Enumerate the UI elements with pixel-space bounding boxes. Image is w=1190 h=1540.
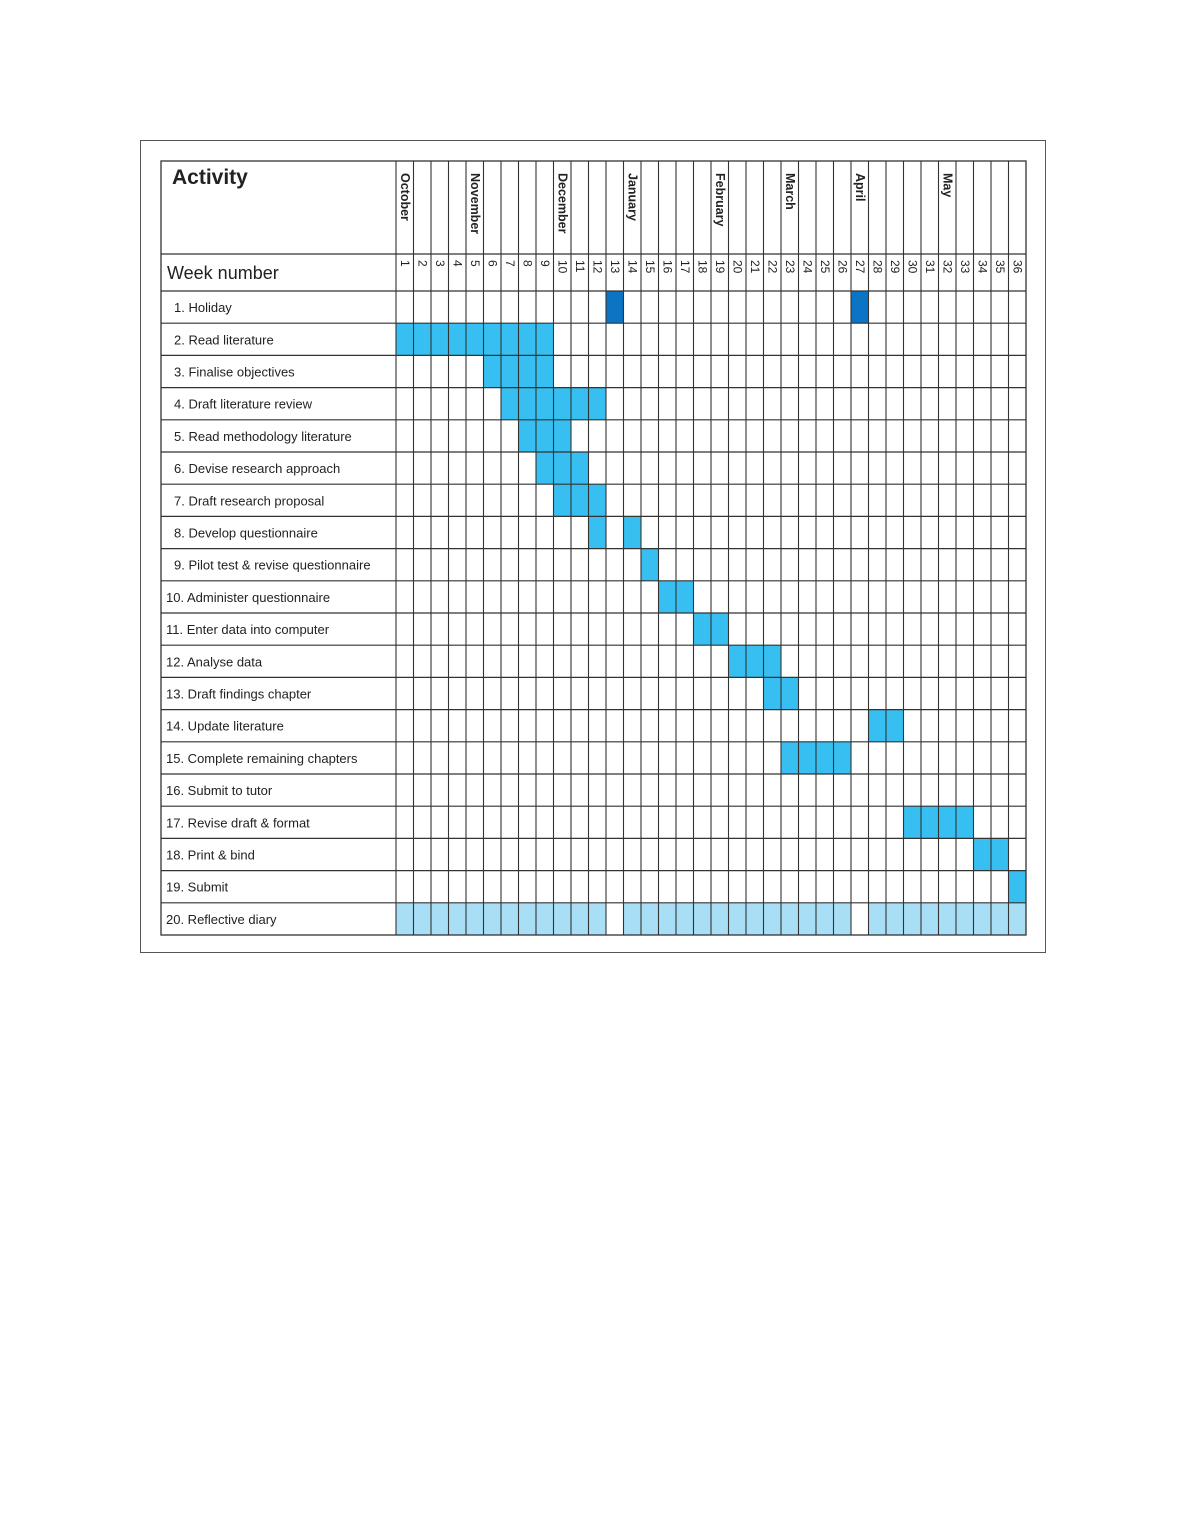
- activity-label: 13. Draft findings chapter: [166, 686, 312, 702]
- activity-cell: [834, 903, 852, 935]
- week-number: 36: [1010, 260, 1025, 274]
- activity-cell: [519, 388, 537, 420]
- activity-label: 15. Complete remaining chapters: [166, 750, 358, 766]
- activity-cell: [554, 420, 572, 452]
- activity-cell: [939, 806, 957, 838]
- activity-cell: [694, 903, 712, 935]
- activity-cell: [466, 903, 484, 935]
- week-number: 26: [835, 260, 850, 274]
- activity-cell: [554, 388, 572, 420]
- week-number: 14: [625, 260, 640, 274]
- activity-label: 18. Print & bind: [166, 847, 255, 863]
- activity-cell: [974, 903, 992, 935]
- week-number: 24: [800, 260, 815, 274]
- week-number: 31: [922, 260, 937, 274]
- week-number: 1: [397, 260, 412, 267]
- activity-cell: [589, 484, 607, 516]
- month-label: October: [397, 173, 412, 221]
- week-number: 3: [432, 260, 447, 267]
- activity-cell: [921, 806, 939, 838]
- activity-cell: [676, 903, 694, 935]
- week-number: 8: [520, 260, 535, 267]
- activity-cell: [589, 903, 607, 935]
- activity-cell: [571, 388, 589, 420]
- activity-header: Activity: [172, 166, 248, 189]
- activity-cell: [711, 613, 729, 645]
- activity-cell: [536, 323, 554, 355]
- activity-cell: [956, 903, 974, 935]
- week-number: 16: [660, 260, 675, 274]
- activity-cell: [501, 388, 519, 420]
- activity-cell: [799, 903, 817, 935]
- activity-cell: [729, 903, 747, 935]
- gantt-chart: [141, 141, 1045, 952]
- activity-cell: [536, 903, 554, 935]
- week-number: 28: [870, 260, 885, 274]
- activity-cell: [571, 484, 589, 516]
- activity-cell: [536, 355, 554, 387]
- week-number: 25: [817, 260, 832, 274]
- activity-label: 5. Read methodology literature: [174, 428, 352, 444]
- week-number: 10: [555, 260, 570, 274]
- activity-cell: [554, 903, 572, 935]
- activity-cell: [764, 903, 782, 935]
- week-number: 21: [747, 260, 762, 274]
- activity-cell: [606, 291, 624, 323]
- activity-cell: [536, 452, 554, 484]
- activity-cell: [519, 420, 537, 452]
- activity-cell: [624, 903, 642, 935]
- week-number: 33: [957, 260, 972, 274]
- activity-label: 19. Submit: [166, 879, 229, 895]
- week-number: 34: [975, 260, 990, 274]
- week-number: 22: [765, 260, 780, 274]
- activity-cell: [449, 323, 467, 355]
- week-number: 20: [730, 260, 745, 274]
- week-number-label: Week number: [167, 263, 279, 283]
- activity-cell: [641, 549, 659, 581]
- activity-cell: [571, 903, 589, 935]
- activity-cell: [781, 742, 799, 774]
- activity-label: 7. Draft research proposal: [174, 493, 325, 509]
- activity-cell: [659, 581, 677, 613]
- activity-cell: [624, 516, 642, 548]
- activity-cell: [659, 903, 677, 935]
- week-number: 2: [415, 260, 430, 267]
- activity-cell: [746, 645, 764, 677]
- activity-label: 11. Enter data into computer: [166, 622, 330, 638]
- activity-label: 1. Holiday: [174, 300, 232, 316]
- activity-cell: [536, 388, 554, 420]
- activity-cell: [781, 677, 799, 709]
- activity-label: 9. Pilot test & revise questionnaire: [174, 557, 371, 573]
- activity-cell: [991, 838, 1009, 870]
- month-label: March: [782, 173, 797, 210]
- month-label: February: [712, 173, 727, 227]
- activity-cell: [816, 903, 834, 935]
- month-label: November: [467, 173, 482, 235]
- month-label: April: [852, 173, 867, 202]
- activity-cell: [449, 903, 467, 935]
- activity-label: 10. Administer questionnaire: [166, 589, 331, 605]
- activity-cell: [519, 903, 537, 935]
- activity-cell: [974, 838, 992, 870]
- activity-label: 2. Read literature: [174, 332, 274, 348]
- activity-cell: [694, 613, 712, 645]
- week-number: 35: [992, 260, 1007, 274]
- activity-cell: [519, 355, 537, 387]
- activity-cell: [764, 645, 782, 677]
- activity-cell: [886, 710, 904, 742]
- activity-cell: [396, 903, 414, 935]
- week-number: 27: [852, 260, 867, 274]
- activity-cell: [869, 710, 887, 742]
- week-number: 4: [450, 260, 465, 267]
- activity-label: 8. Develop questionnaire: [174, 525, 318, 541]
- activity-cell: [589, 388, 607, 420]
- activity-cell: [729, 645, 747, 677]
- activity-cell: [519, 323, 537, 355]
- activity-cell: [851, 291, 869, 323]
- activity-cell: [554, 452, 572, 484]
- activity-cell: [886, 903, 904, 935]
- week-number: 17: [677, 260, 692, 274]
- activity-cell: [554, 484, 572, 516]
- week-number: 12: [590, 260, 605, 274]
- activity-cell: [991, 903, 1009, 935]
- activity-cell: [799, 742, 817, 774]
- activity-cell: [484, 903, 502, 935]
- activity-cell: [501, 323, 519, 355]
- activity-label: 17. Revise draft & format: [166, 815, 310, 831]
- week-number: 30: [905, 260, 920, 274]
- activity-cell: [431, 323, 449, 355]
- activity-label: 3. Finalise objectives: [174, 364, 295, 380]
- activity-cell: [414, 323, 432, 355]
- month-label: December: [555, 173, 570, 234]
- activity-label: 14. Update literature: [166, 718, 284, 734]
- activity-cell: [904, 806, 922, 838]
- activity-cell: [816, 742, 834, 774]
- activity-label: 6. Devise research approach: [174, 461, 341, 477]
- activity-cell: [414, 903, 432, 935]
- activity-cell: [869, 903, 887, 935]
- activity-label: 16. Submit to tutor: [166, 783, 273, 799]
- activity-label: 4. Draft literature review: [174, 396, 312, 412]
- activity-label: 12. Analyse data: [166, 654, 263, 670]
- activity-cell: [536, 420, 554, 452]
- week-number: 7: [502, 260, 517, 267]
- activity-cell: [641, 903, 659, 935]
- week-number: 15: [642, 260, 657, 274]
- week-number: 13: [607, 260, 622, 274]
- activity-cell: [501, 903, 519, 935]
- activity-cell: [431, 903, 449, 935]
- week-number: 23: [782, 260, 797, 274]
- week-number: 18: [695, 260, 710, 274]
- activity-cell: [571, 452, 589, 484]
- month-label: May: [940, 173, 955, 198]
- activity-cell: [1009, 871, 1027, 903]
- activity-cell: [746, 903, 764, 935]
- week-number: 32: [940, 260, 955, 274]
- activity-cell: [484, 355, 502, 387]
- activity-cell: [466, 323, 484, 355]
- activity-cell: [676, 581, 694, 613]
- month-label: January: [625, 173, 640, 221]
- activity-cell: [921, 903, 939, 935]
- activity-cell: [501, 355, 519, 387]
- activity-cell: [904, 903, 922, 935]
- week-number: 19: [712, 260, 727, 274]
- activity-cell: [711, 903, 729, 935]
- chart-frame: [140, 140, 1046, 953]
- activity-cell: [764, 677, 782, 709]
- week-number: 29: [887, 260, 902, 274]
- activity-cell: [939, 903, 957, 935]
- activity-cell: [781, 903, 799, 935]
- week-number: 6: [485, 260, 500, 267]
- activity-cell: [484, 323, 502, 355]
- activity-cell: [956, 806, 974, 838]
- activity-cell: [1009, 903, 1027, 935]
- activity-cell: [396, 323, 414, 355]
- activity-cell: [589, 516, 607, 548]
- week-number: 5: [467, 260, 482, 267]
- activity-label: 20. Reflective diary: [166, 911, 277, 927]
- week-number: 9: [537, 260, 552, 267]
- week-number: 11: [572, 260, 587, 273]
- activity-cell: [834, 742, 852, 774]
